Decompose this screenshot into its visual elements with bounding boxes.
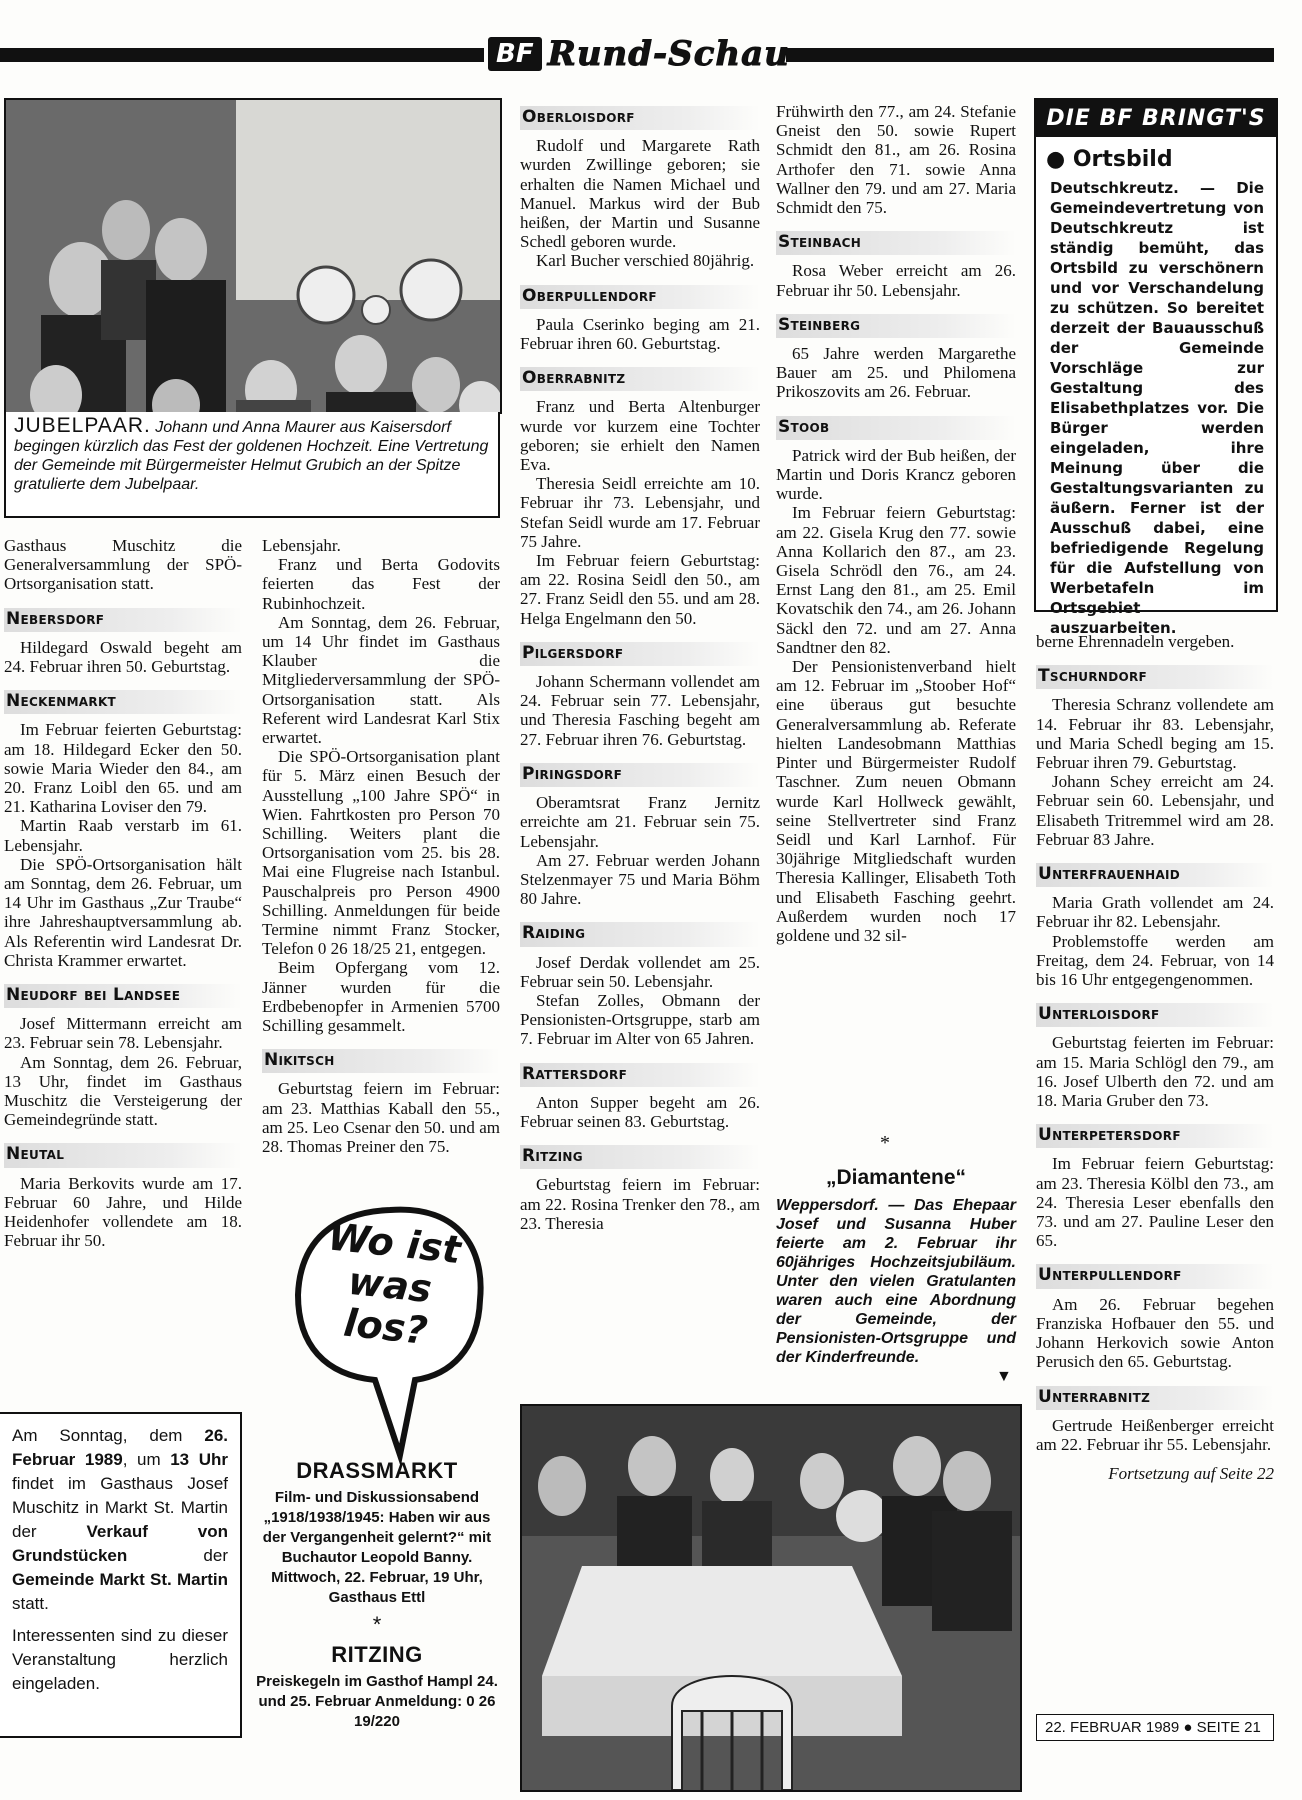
paragraph: Franz und Berta Godovits feierten das Fest der Rubinhochzeit. (262, 555, 500, 613)
paragraph: Theresia Schranz vollendete am 14. Februar ihr 83. Lebensjahr, und Maria Schedl beging am 15. Februar ihren 79. Geburtstag. (1036, 695, 1274, 773)
paragraph: 65 Jahre werden Margarethe Bauer am 25. und Philomena Prikoszovits am 26. Februar. (776, 344, 1016, 402)
footer-date: 22. FEBRUAR 1989 (1045, 1719, 1180, 1736)
heading-ritzing: Ritzing (520, 1145, 760, 1169)
diamantene-text: Weppersdorf. — Das Ehepaar Josef und Susanna Huber feierte am 2. Februar ihr 60jähriges Hochzeitsjubiläum. Unter den vielen Gratulanten waren auch eine Abordnung der Gemeinde, der Pensionisten-Ortsgruppe und der Kinderfreunde. (776, 1197, 1016, 1366)
event-separator: * (372, 1612, 382, 1637)
bringts-subtitle: ● Ortsbild (1046, 147, 1173, 172)
box-bf-bringts (1034, 98, 1278, 637)
verkauf-subject: Verkauf von Grundstücken (12, 1522, 229, 1565)
heading-steinbach: Steinbach (776, 231, 1016, 255)
paragraph: Josef Derdak vollendet am 25. Februar sein 50. Lebensjahr. (520, 952, 760, 991)
paragraph: Im Februar feiern Geburtstag: am 22. Rosina Seidl den 50., am 27. Franz Seidl den 55. und am 28. Helga Engelmann den 50. (520, 551, 760, 628)
diamantene-separator: * (880, 1132, 890, 1154)
heading-neutal: Neutal (4, 1143, 242, 1167)
paragraph: Am 27. Februar werden Johann Stelzenmayer 75 und Maria Böhm 80 Jahre. (520, 850, 760, 909)
heading-unterpetersdorf: Unterpetersdorf (1036, 1124, 1274, 1148)
photo-jubelpaar-caption (4, 412, 500, 518)
event-text: Film- und Diskussionsabend „1918/1938/1945: Haben wir aus der Vergangenheit gelernt?“ mit Buchautor Leopold Banny. Mittwoch, 22. Februar, 19 Uhr, Gasthaus Ettl (262, 1489, 492, 1606)
heading-steinberg: Steinberg (776, 314, 1016, 338)
column-1 (4, 536, 242, 1251)
heading-nebersdorf: Nebersdorf (4, 608, 242, 632)
paragraph: Karl Bucher verschied 80jährig. (536, 251, 755, 271)
paragraph: Rudolf und Margarete Rath wurden Zwillinge geboren; sie erhalten die Namen Michael und Manuel. Markus wird der Bub heißen, der Martin und Susanne Schedl geboren wurde. (520, 136, 760, 252)
photo-jubelpaar-image (6, 100, 500, 412)
heading-piringsdorf: Piringsdorf (520, 763, 760, 787)
caption-text: Johann und Anna Maurer aus Kaisersdorf begingen kürzlich das Fest der goldenen Hochzeit. Eine Vertretung der Gemeinde mit Bürgermeister Helmut Grubich an der Spitze gratulierte dem Jubelpaar. (14, 419, 489, 493)
paragraph: Lebensjahr. (262, 536, 341, 555)
heading-oberloisdorf: Oberloisdorf (520, 106, 760, 130)
verkauf-text: Am Sonntag, dem (12, 1426, 205, 1445)
col1-intro: Gasthaus Muschitz die Generalversammlung der SPÖ-Ortsorganisation statt. (4, 536, 242, 594)
paragraph: Problemstoffe werden am Freitag, dem 24. Februar, von 14 bis 16 Uhr entgegengenommen. (1036, 931, 1274, 990)
paragraph: Maria Berkovits wurde am 17. Februar 60 Jahre, und Hilde Heidenhofer vollendete am 18. Februar ihr 50. (4, 1173, 242, 1251)
speech-bubble-text: Wo ist was los? (325, 1214, 463, 1354)
paragraph: Im Februar feierten Geburtstag: am 18. Hildegard Ecker den 50. sowie Maria Wieder den 84., am 20. Franz Loibl den 65. und am 21. Katharina Loviser den 79. (4, 720, 242, 817)
paragraph: Im Februar feiern Geburtstag: am 22. Gisela Krug den 77. sowie Anna Kollarich den 87., am 23. Gisela Schrödl den 76., am 24. Ernst Lang den 81., am 25. Emil Kovatschik den 74., am 26. Johann Säckl den 72. und am 27. Anna Sandtner den 82. (776, 503, 1016, 657)
event-heading: RITZING (331, 1642, 423, 1667)
paragraph: Oberamtsrat Franz Jernitz erreichte am 21. Februar sein 75. Lebensjahr. (520, 793, 760, 851)
diamantene-heading: „Diamantene“ (825, 1166, 967, 1189)
paragraph: Der Pensionistenverband hielt am 12. Februar im „Stoober Hof“ eine überaus gut besuchte Generalversammlung ab. Referate hielten Landesobmann Matthias Pinter und Bürgermeister Rudolf Taschner. Zum neuen Obmann wurde Karl Hollweck gewählt, seine Stellvertreter sind Franz Seidl und Karl Larnhof. Für 30jährige Mitgliedschaft wurden Theresia Kallinger, Elisabeth Toth und Elisabeth Fasching geehrt. Außerdem wurden noch 17 goldene und 32 sil- (776, 657, 1016, 945)
verkauf-invite: Interessenten sind zu dieser Veranstaltung herzlich eingeladen. (12, 1626, 228, 1693)
heading-unterpullendorf: Unterpullendorf (1036, 1264, 1274, 1288)
verkauf-text: der (127, 1546, 228, 1565)
heading-raiding: Raiding (520, 922, 760, 946)
footer-dot: ● (1183, 1719, 1193, 1736)
continuation-note: Fortsetzung auf Seite 22 (1108, 1464, 1274, 1484)
paragraph: Stefan Zolles, Obmann der Pensionisten-Ortsgruppe, starb am 7. Februar im Alter von 65 Jahren. (520, 990, 760, 1049)
paragraph: Im Februar feiern Geburtstag: am 23. Theresia Kölbl den 73., am 24. Theresia Leser ebenfalls den 73. und am 27. Pauline Leser den 65. (1036, 1154, 1274, 1251)
event-drassmarkt (252, 1458, 502, 1732)
heading-oberpullendorf: Oberpullendorf (520, 285, 760, 309)
paragraph: Rosa Weber erreicht am 26. Februar ihr 50. Lebensjahr. (776, 261, 1016, 300)
heading-neckenmarkt: Neckenmarkt (4, 690, 242, 714)
section-title: Rund-Schau (547, 34, 790, 74)
heading-unterloisdorf: Unterloisdorf (1036, 1003, 1274, 1027)
masthead (488, 32, 790, 76)
verkauf-text: statt. (12, 1594, 49, 1613)
paragraph: Anton Supper begeht am 26. Februar seinen 83. Geburtstag. (520, 1092, 760, 1131)
paragraph: Theresia Seidl erreichte am 10. Februar ihr 73. Lebensjahr, und Stefan Seidl wurde am 17. Februar 75 Jahre. (520, 474, 760, 551)
paragraph: Am 26. Februar begehen Franziska Hofbauer den 55. und Johann Herkovich sowie Anton Perusich den 65. Geburtstag. (1036, 1294, 1274, 1372)
verkauf-date: 26. Februar 1989 (12, 1426, 228, 1469)
heading-nikitsch: Nikitsch (262, 1049, 500, 1073)
speech-bubble (290, 1200, 490, 1470)
paragraph: Maria Grath vollendet am 24. Februar ihr 82. Lebensjahr. (1036, 893, 1274, 932)
paragraph: Patrick wird der Bub heißen, der Martin und Doris Krancz geboren wurde. (776, 445, 1016, 504)
paragraph: Geburtstag feiern im Februar: am 23. Matthias Kaball den 55., am 25. Leo Csenar den 50. und am 28. Thomas Preiner den 75. (262, 1079, 500, 1157)
paragraph: Hildegard Oswald begeht am 24. Februar ihren 50. Geburtstag. (4, 637, 242, 677)
verkauf-text: , um (122, 1450, 171, 1469)
paragraph: Die SPÖ-Ortsorganisation hält am Sonntag, dem 26. Februar, um 14 Uhr im Gasthaus „Zur Traube“ ihre Jahreshauptversammlung ab. Als Referentin wird Landesrat Dr. Christa Krammer erwartet. (4, 854, 242, 970)
paragraph: Frühwirth den 77., am 24. Stefanie Gneist den 50. sowie Rupert Schmidt den 81., am 26. Rosina Arthofer den 71. sowie Anna Wallner den 79. und am 27. Maria Schmidt den 75. (776, 102, 1016, 218)
paragraph: Die SPÖ-Ortsorganisation plant für 5. März einen Besuch der Ausstellung „100 Jahre SPÖ“ in Wien. Fahrtkosten pro Person 70 Schilling. Weiters plant die Ortsorganisation vom 25. bis 28. Mai eine Flugreise nach Istanbul. Pauschalpreis pro Person 4900 Schilling. Anmeldungen für beide Termine nimmt Franz Stocker, Telefon 0 26 18/25 21, entgegen. (262, 747, 500, 959)
paragraph: Geburtstag feiern im Februar: am 22. Rosina Trenker den 78., am 23. Theresia (520, 1175, 760, 1233)
page-footer (1036, 1714, 1274, 1741)
photo-jubelpaar (4, 98, 502, 414)
heading-unterrabnitz: Unterrabnitz (1036, 1386, 1274, 1410)
paragraph: Am Sonntag, dem 26. Februar, 13 Uhr, findet im Gasthaus Muschitz die Versteigerung der Gemeindegründe statt. (4, 1052, 242, 1130)
verkauf-text: findet im Gasthaus Josef Muschitz in Markt St. Martin der (12, 1474, 228, 1541)
continue-arrow-icon: ▼ (996, 1368, 1012, 1385)
bf-logo: BF (488, 37, 542, 71)
verkauf-time: 13 Uhr (170, 1450, 228, 1469)
photo-diamantene-image (522, 1406, 1020, 1790)
column-5 (1036, 632, 1274, 1483)
paragraph: Gertrude Heißenberger erreicht am 22. Februar ihr 55. Lebensjahr. (1036, 1415, 1274, 1454)
paragraph: Martin Raab verstarb im 61. Lebensjahr. (4, 816, 242, 855)
column-4 (776, 102, 1016, 945)
paragraph: Josef Mittermann erreicht am 23. Februar sein 78. Lebensjahr. (4, 1014, 242, 1053)
heading-oberrabnitz: Oberrabnitz (520, 367, 760, 391)
heading-pilgersdorf: Pilgersdorf (520, 642, 760, 666)
photo-diamantene (520, 1404, 1022, 1792)
paragraph: Beim Opfergang vom 12. Jänner wurden für die Erdbebenopfer in Armenien 5700 Schilling gesammelt. (262, 958, 500, 1036)
paragraph: Johann Schey erreicht am 24. Februar sein 60. Lebensjahr, und Elisabeth Tritremmel wird am 28. Februar 83 Jahre. (1036, 772, 1274, 849)
heading-stoob: Stoob (776, 416, 1016, 440)
column-3 (520, 106, 760, 1233)
heading-unterfrauenhaid: Unterfrauenhaid (1036, 863, 1274, 887)
bringts-title: DIE BF BRINGT'S (1036, 100, 1276, 137)
paragraph: Johann Schermann vollendet am 24. Februar sein 77. Lebensjahr, und Theresia Fasching begeht am 27. Februar ihren 76. Geburtstag. (520, 672, 760, 749)
paragraph: Franz und Berta Altenburger wurde vor kurzem eine Tochter geboren; sie erhielt den Namen Eva. (520, 397, 760, 475)
paragraph: berne Ehrennadeln vergeben. (1036, 632, 1235, 651)
footer-page: SEITE 21 (1196, 1719, 1261, 1736)
verkauf-municipality: Gemeinde Markt St. Martin (12, 1570, 228, 1589)
caption-lead: JUBELPAAR. (14, 414, 151, 437)
paragraph: Paula Cserinko beging am 21. Februar ihren 60. Geburtstag. (520, 314, 760, 354)
heading-neudorf-bei-landsee: Neudorf bei Landsee (4, 984, 242, 1008)
paragraph: Am Sonntag, dem 26. Februar, um 14 Uhr findet im Gasthaus Klauber die Mitgliederversammlung der SPÖ-Ortsorganisation statt. Als Referent wird Landesrat Karl Stix erwartet. (262, 612, 500, 748)
heading-tschurndorf: Tschurndorf (1036, 665, 1274, 689)
column-2 (262, 536, 500, 1156)
event-heading: DRASSMARKT (296, 1458, 458, 1483)
header-rule-right (786, 48, 1274, 62)
event-text: Preiskegeln im Gasthof Hampl 24. und 25. Februar Anmeldung: 0 26 19/220 (256, 1673, 498, 1730)
header-rule-left (0, 48, 484, 62)
heading-rattersdorf: Rattersdorf (520, 1063, 760, 1087)
bringts-text: Deutschkreutz. — Die Gemeindevertretung von Deutschkreutz ist ständig bemüht, das Ortsbild zu verschönern und vor Verschandelung zu schützen. So bereitet derzeit der Bauausschuß der Gemeinde Vorschläge zur Gestaltung des Elisabethplatzes vor. Die Bürger werden eingeladen, ihre Meinung über die Gestaltungsvarianten zu äußern. Ferner ist der Ausschuß dabei, eine befriedigende Regelung für die Aufstellung von Werbetafeln im Ortsgebiet auszuarbeiten. (1050, 179, 1264, 637)
box-verkauf-grundstuecke (0, 1412, 242, 1738)
paragraph: Geburtstag feierten im Februar: am 15. Maria Schlögl den 79., am 16. Josef Ulberth den 72. und am 18. Maria Gruber den 73. (1036, 1033, 1274, 1111)
